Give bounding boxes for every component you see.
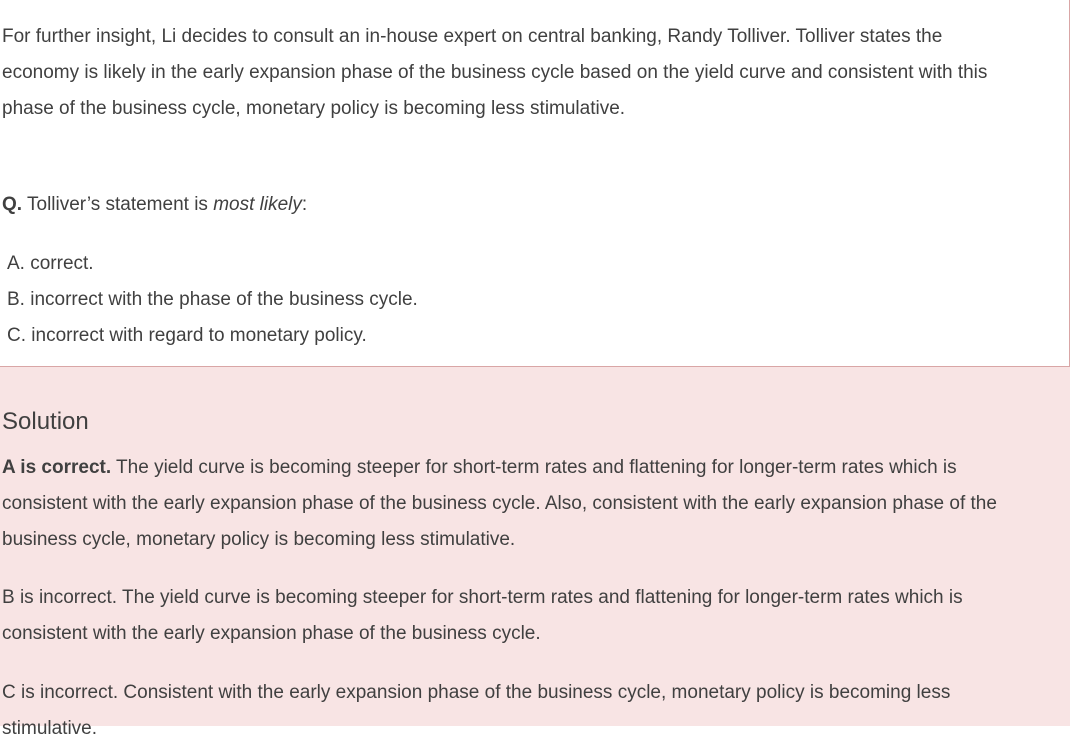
question-stem-line-2: economy is likely in the early expansion phase of the business cycle based on the yield curve and consistent with this	[2, 62, 988, 83]
question-prefix: Q.	[2, 194, 23, 215]
question-emphasis: most likely	[213, 194, 302, 215]
option-a[interactable]: A. correct.	[7, 253, 94, 274]
solution-c-line-2: stimulative.	[2, 718, 98, 739]
solution-b-line-1: B is incorrect. The yield curve is becoming steeper for short-term rates and flattening for longer-term rates which is	[2, 587, 963, 608]
solution-c-line-1: C is incorrect. Consistent with the early expansion phase of the business cycle, monetary policy is becoming less	[2, 682, 951, 703]
question-prompt	[2, 193, 307, 217]
option-c[interactable]: C. incorrect with regard to monetary policy.	[7, 325, 367, 346]
solution-a-line-1	[2, 450, 957, 486]
solution-panel	[0, 367, 1070, 739]
question-text-before: Tolliver’s statement is	[22, 194, 214, 215]
solution-a-line-2: consistent with the early expansion phase of the business cycle. Also, consistent with the early expansion phase of the	[2, 493, 997, 514]
question-stem-line-1: For further insight, Li decides to consult an in-house expert on central banking, Randy Tolliver. Tolliver states the	[2, 26, 943, 47]
question-stem-line-3: phase of the business cycle, monetary policy is becoming less stimulative.	[2, 98, 626, 119]
right-gutter	[1070, 0, 1082, 726]
solution-a-bold: A is correct.	[2, 457, 112, 478]
solution-a-line-3: business cycle, monetary policy is becoming less stimulative.	[2, 529, 516, 550]
option-b[interactable]: B. incorrect with the phase of the business cycle.	[7, 289, 418, 310]
question-text-after: :	[301, 194, 308, 215]
solution-b-line-2: consistent with the early expansion phase of the business cycle.	[2, 623, 541, 644]
solution-title: Solution	[2, 408, 89, 435]
solution-a-text: The yield curve is becoming steeper for short-term rates and flattening for longer-term rates which is	[111, 457, 957, 478]
question-panel	[0, 0, 1070, 367]
